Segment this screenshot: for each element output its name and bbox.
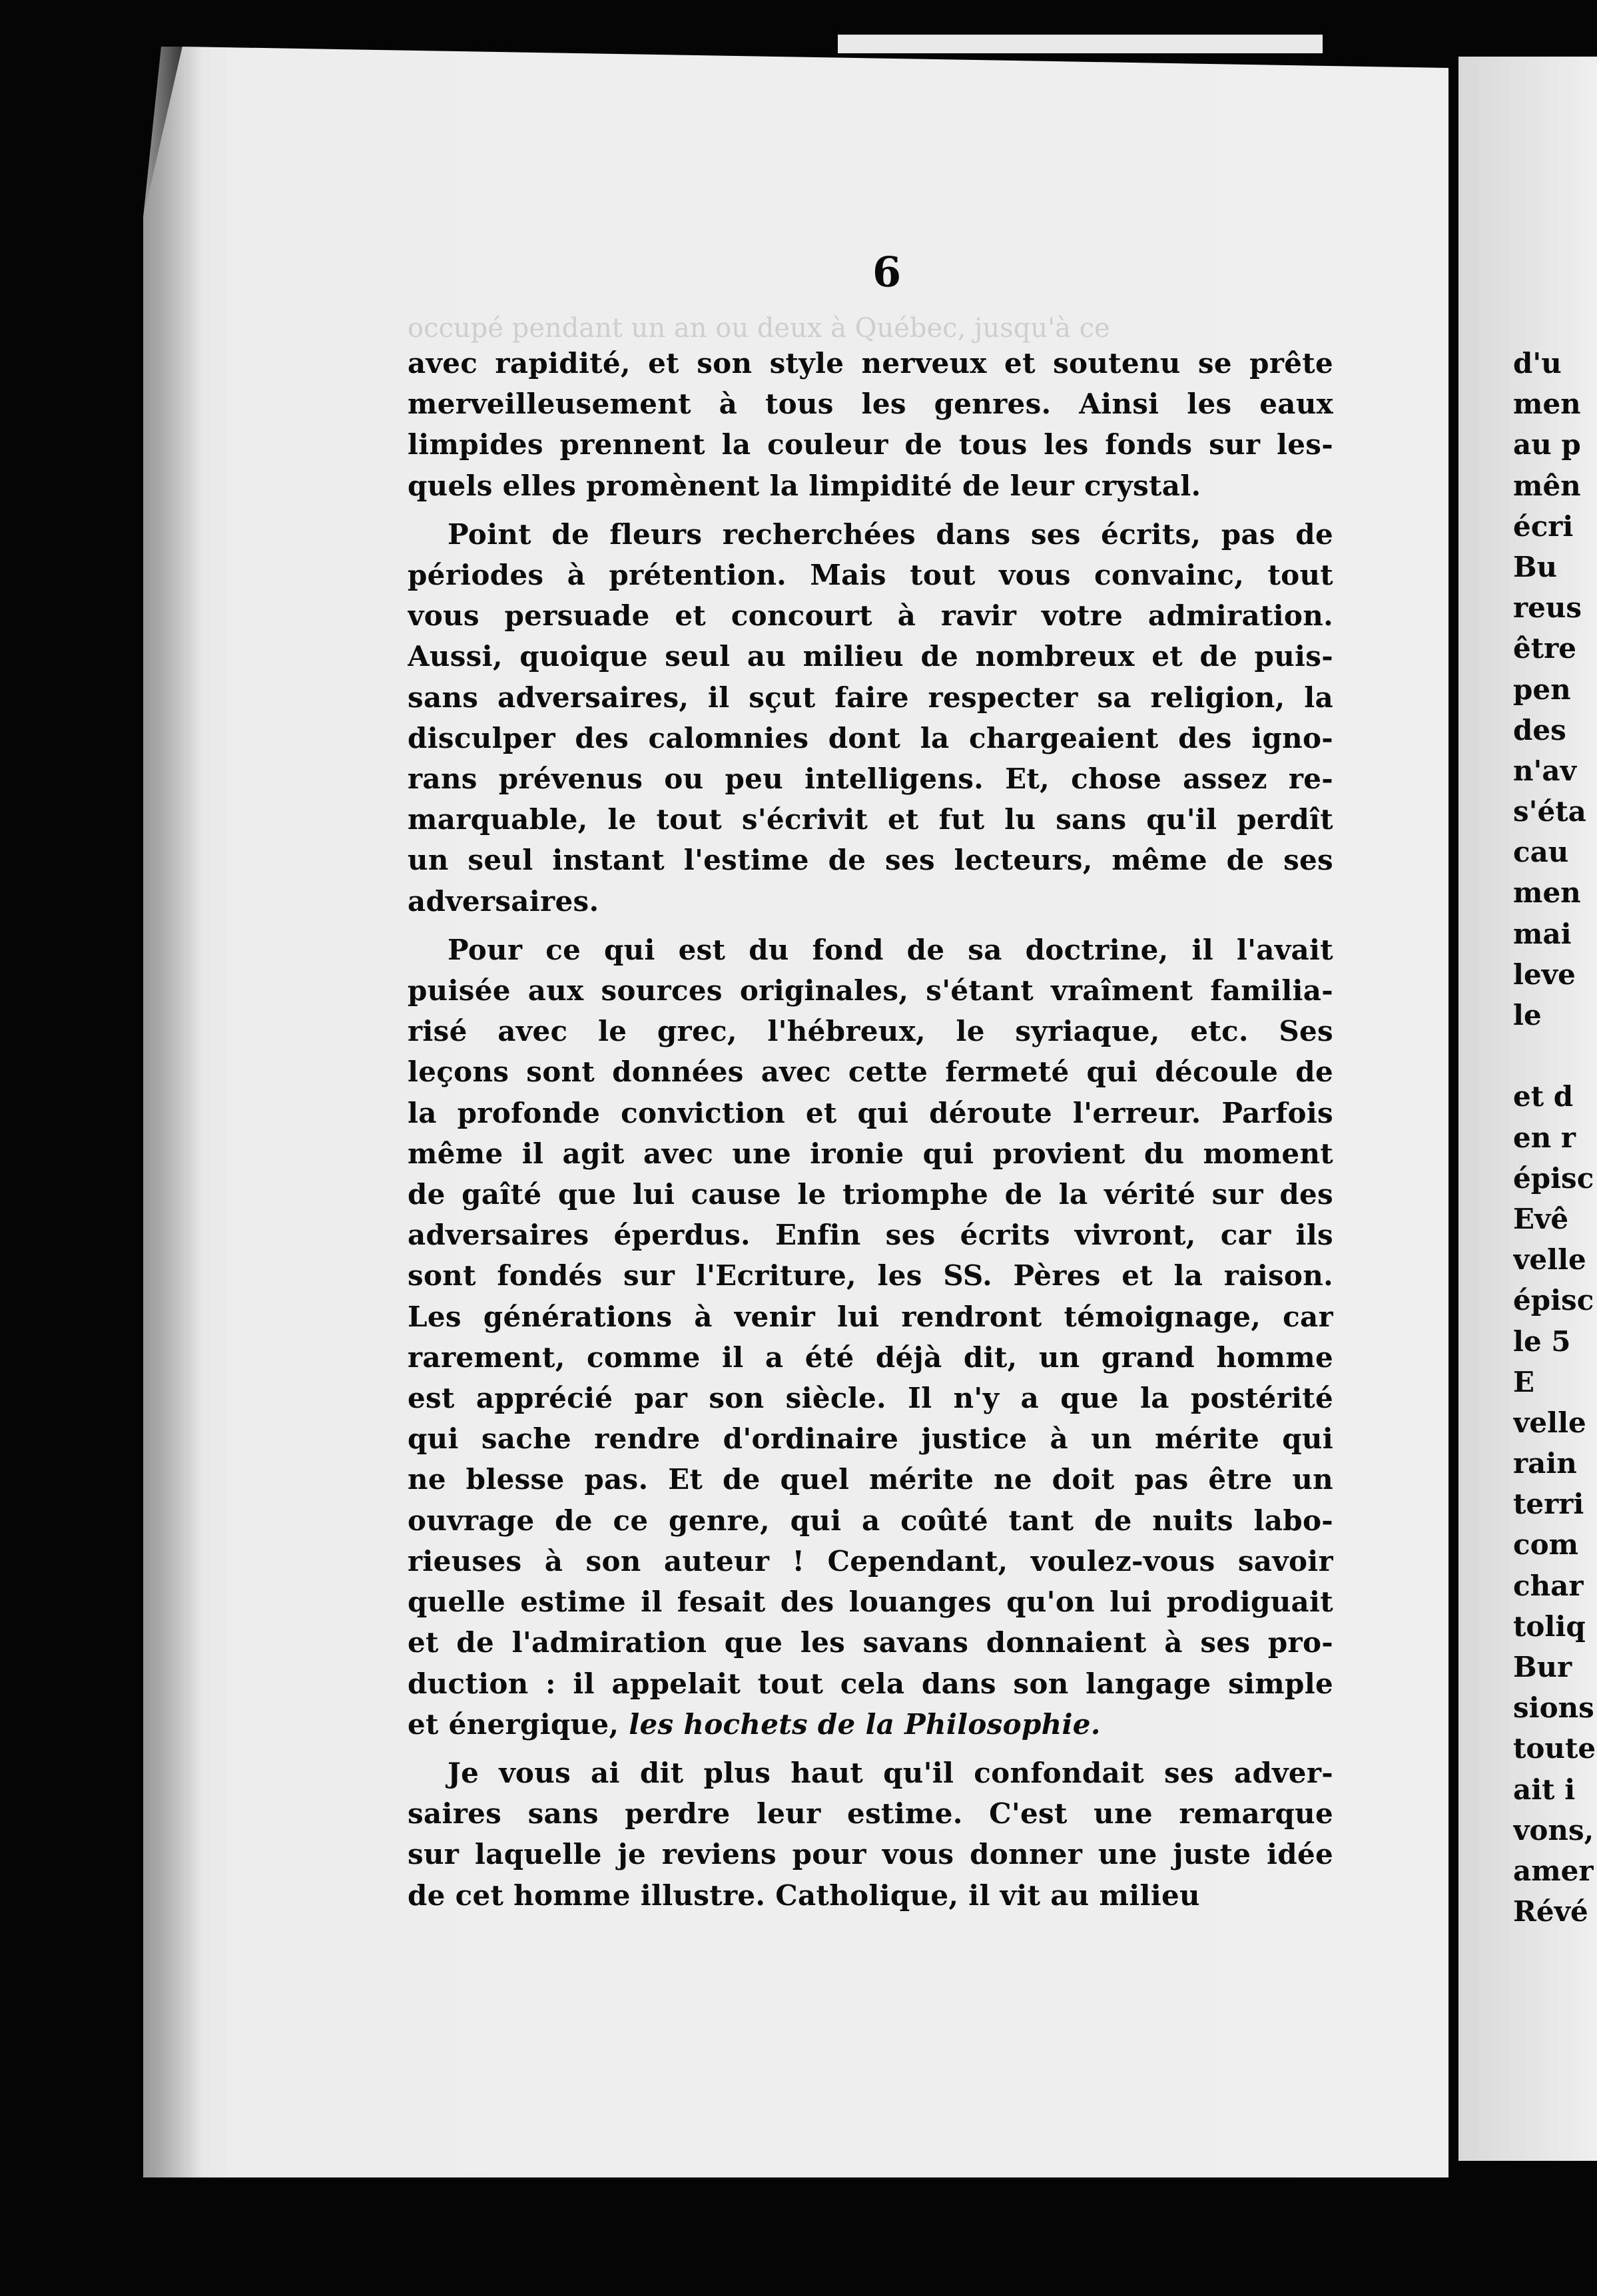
- adjacent-page-line: velle: [1513, 1406, 1586, 1439]
- adjacent-page-line: E: [1513, 1365, 1535, 1398]
- adjacent-page-line: Bu: [1513, 550, 1558, 583]
- text-line: Je vous ai dit plus haut qu'il confondait ses adver-: [448, 1756, 1333, 1789]
- text-line: vous persuade et concourt à ravir votre admiration.: [408, 599, 1333, 633]
- text-line: Les générations à venir lui rendront témoignage, car: [408, 1300, 1333, 1333]
- adjacent-page-line: [1513, 1035, 1597, 1076]
- adjacent-page-line: n'av: [1513, 754, 1577, 787]
- adjacent-page-line: toliq: [1513, 1609, 1586, 1643]
- text-line: duction : il appelait tout cela dans son langage simple: [408, 1667, 1333, 1700]
- adjacent-page-line: épisc: [1513, 1161, 1594, 1195]
- adjacent-page-line: mên: [1513, 469, 1581, 502]
- adjacent-page-line: velle: [1513, 1243, 1586, 1277]
- adjacent-page-line: leve: [1513, 958, 1576, 991]
- adjacent-page-line: le: [1513, 999, 1542, 1031]
- text-line: ne blesse pas. Et de quel mérite ne doit pas être un: [408, 1463, 1333, 1496]
- text-line: Pour ce qui est du fond de sa doctrine, il l'avait: [448, 933, 1333, 966]
- body-text: [408, 343, 1333, 1916]
- text-line: [408, 1704, 1333, 1745]
- adjacent-page-line: être: [1513, 632, 1576, 665]
- text-line: adversaires éperdus. Enfin ses écrits vivront, car ils: [408, 1219, 1333, 1252]
- text-line: de cet homme illustre. Catholique, il vit au milieu: [408, 1878, 1200, 1912]
- adjacent-page-line: au p: [1513, 428, 1581, 461]
- adjacent-page-line: pen: [1513, 673, 1571, 706]
- text-line: quels elles promènent la limpidité de leur crystal.: [408, 469, 1201, 502]
- adjacent-page-line: vons,: [1513, 1813, 1594, 1847]
- text-line: saires sans perdre leur estime. C'est une remarque: [408, 1797, 1333, 1831]
- adjacent-page-line: men: [1513, 388, 1581, 421]
- adjacent-page-line: rain: [1513, 1447, 1577, 1480]
- adjacent-page-line: et d: [1513, 1080, 1574, 1113]
- text-line: limpides prennent la couleur de tous les fonds sur les-: [408, 428, 1333, 461]
- text-line: disculper des calomnies dont la chargeaient des igno-: [408, 721, 1333, 754]
- paragraph: [408, 930, 1333, 1745]
- page-number: 6: [872, 248, 902, 296]
- text-line: et de l'admiration que les savans donnaient à ses pro-: [408, 1626, 1333, 1659]
- text-line: quelle estime il fesait des louanges qu'on lui prodiguait: [408, 1585, 1333, 1619]
- adjacent-page-line: toute: [1513, 1732, 1596, 1765]
- text-line: leçons sont données avec cette fermeté qui découle de: [408, 1055, 1333, 1089]
- text-line: sans adversaires, il sçut faire respecter sa religion, la: [408, 681, 1333, 714]
- adjacent-page-line: cau: [1513, 836, 1569, 869]
- adjacent-page-line: men: [1513, 876, 1581, 910]
- italic-phrase: les hochets de la Philosophie.: [629, 1707, 1101, 1741]
- text-line: est apprécié par son siècle. Il n'y a que la postérité: [408, 1382, 1333, 1415]
- text-line: merveilleusement à tous les genres. Ainsi les eaux: [408, 388, 1333, 421]
- text-line: rans prévenus ou peu intelligens. Et, chose assez re-: [408, 762, 1333, 796]
- text-fragment: et énergique,: [408, 1707, 629, 1741]
- page-edge-strip: [838, 35, 1323, 53]
- text-line: risé avec le grec, l'hébreux, le syriaque, etc. Ses: [408, 1015, 1333, 1048]
- adjacent-page-line: Révé: [1513, 1895, 1588, 1928]
- adjacent-page-line: d'u: [1513, 347, 1562, 380]
- text-line: sur laquelle je reviens pour vous donner une juste idée: [408, 1838, 1333, 1871]
- text-line: un seul instant l'estime de ses lecteurs, même de ses: [408, 844, 1333, 877]
- text-line: marquable, le tout s'écrivit et fut lu sans qu'il perdît: [408, 803, 1333, 836]
- adjacent-page-line: mai: [1513, 917, 1572, 950]
- text-line: avec rapidité, et son style nerveux et soutenu se prête: [408, 347, 1333, 380]
- adjacent-page-text: [1513, 343, 1597, 1932]
- text-line: périodes à prétention. Mais tout vous convainc, tout: [408, 559, 1333, 592]
- text-line: ouvrage de ce genre, qui a coûté tant de nuits labo-: [408, 1504, 1333, 1537]
- adjacent-page-line: Evê: [1513, 1202, 1569, 1235]
- adjacent-page-line: terri: [1513, 1488, 1584, 1521]
- text-line: Aussi, quoique seul au milieu de nombreux et de puis-: [408, 640, 1333, 673]
- text-line: qui sache rendre d'ordinaire justice à un mérite qui: [408, 1422, 1333, 1456]
- text-line: même il agit avec une ironie qui provient du moment: [408, 1137, 1333, 1170]
- paragraph: [408, 343, 1333, 506]
- text-line: sont fondés sur l'Ecriture, les SS. Pères et la raison.: [408, 1259, 1333, 1292]
- adjacent-page-line: en r: [1513, 1121, 1576, 1154]
- paragraph: [408, 514, 1333, 922]
- text-line: la profonde conviction et qui déroute l'erreur. Parfois: [408, 1096, 1333, 1129]
- adjacent-page-line: le 5: [1513, 1324, 1571, 1358]
- adjacent-page-line: ait i: [1513, 1773, 1576, 1806]
- adjacent-page-line: des: [1513, 713, 1566, 746]
- adjacent-page-line: écri: [1513, 509, 1574, 543]
- text-line: adversaires.: [408, 884, 599, 918]
- adjacent-page-line: Bur: [1513, 1651, 1572, 1683]
- text-line: de gaîté que lui cause le triomphe de la vérité sur des: [408, 1178, 1333, 1211]
- text-line: rieuses à son auteur ! Cependant, voulez-vous savoir: [408, 1544, 1333, 1578]
- adjacent-page-line: sions: [1513, 1691, 1594, 1725]
- adjacent-page-line: com: [1513, 1528, 1579, 1562]
- adjacent-page-line: char: [1513, 1569, 1584, 1602]
- adjacent-page-line: reus: [1513, 591, 1582, 625]
- text-line: rarement, comme il a été déjà dit, un grand homme: [408, 1340, 1333, 1374]
- text-line: Point de fleurs recherchées dans ses écrits, pas de: [448, 517, 1333, 551]
- adjacent-page-line: s'éta: [1513, 795, 1586, 828]
- adjacent-page-line: épisc: [1513, 1284, 1594, 1317]
- adjacent-page-line: amer: [1513, 1854, 1594, 1887]
- paragraph: [408, 1753, 1333, 1916]
- bleed-through-text: occupé pendant un an ou deux à Québec, jusqu'à ce: [408, 313, 1110, 344]
- text-line: puisée aux sources originales, s'étant vraîment familia-: [408, 974, 1333, 1007]
- page-gutter-shadow: [143, 47, 203, 2177]
